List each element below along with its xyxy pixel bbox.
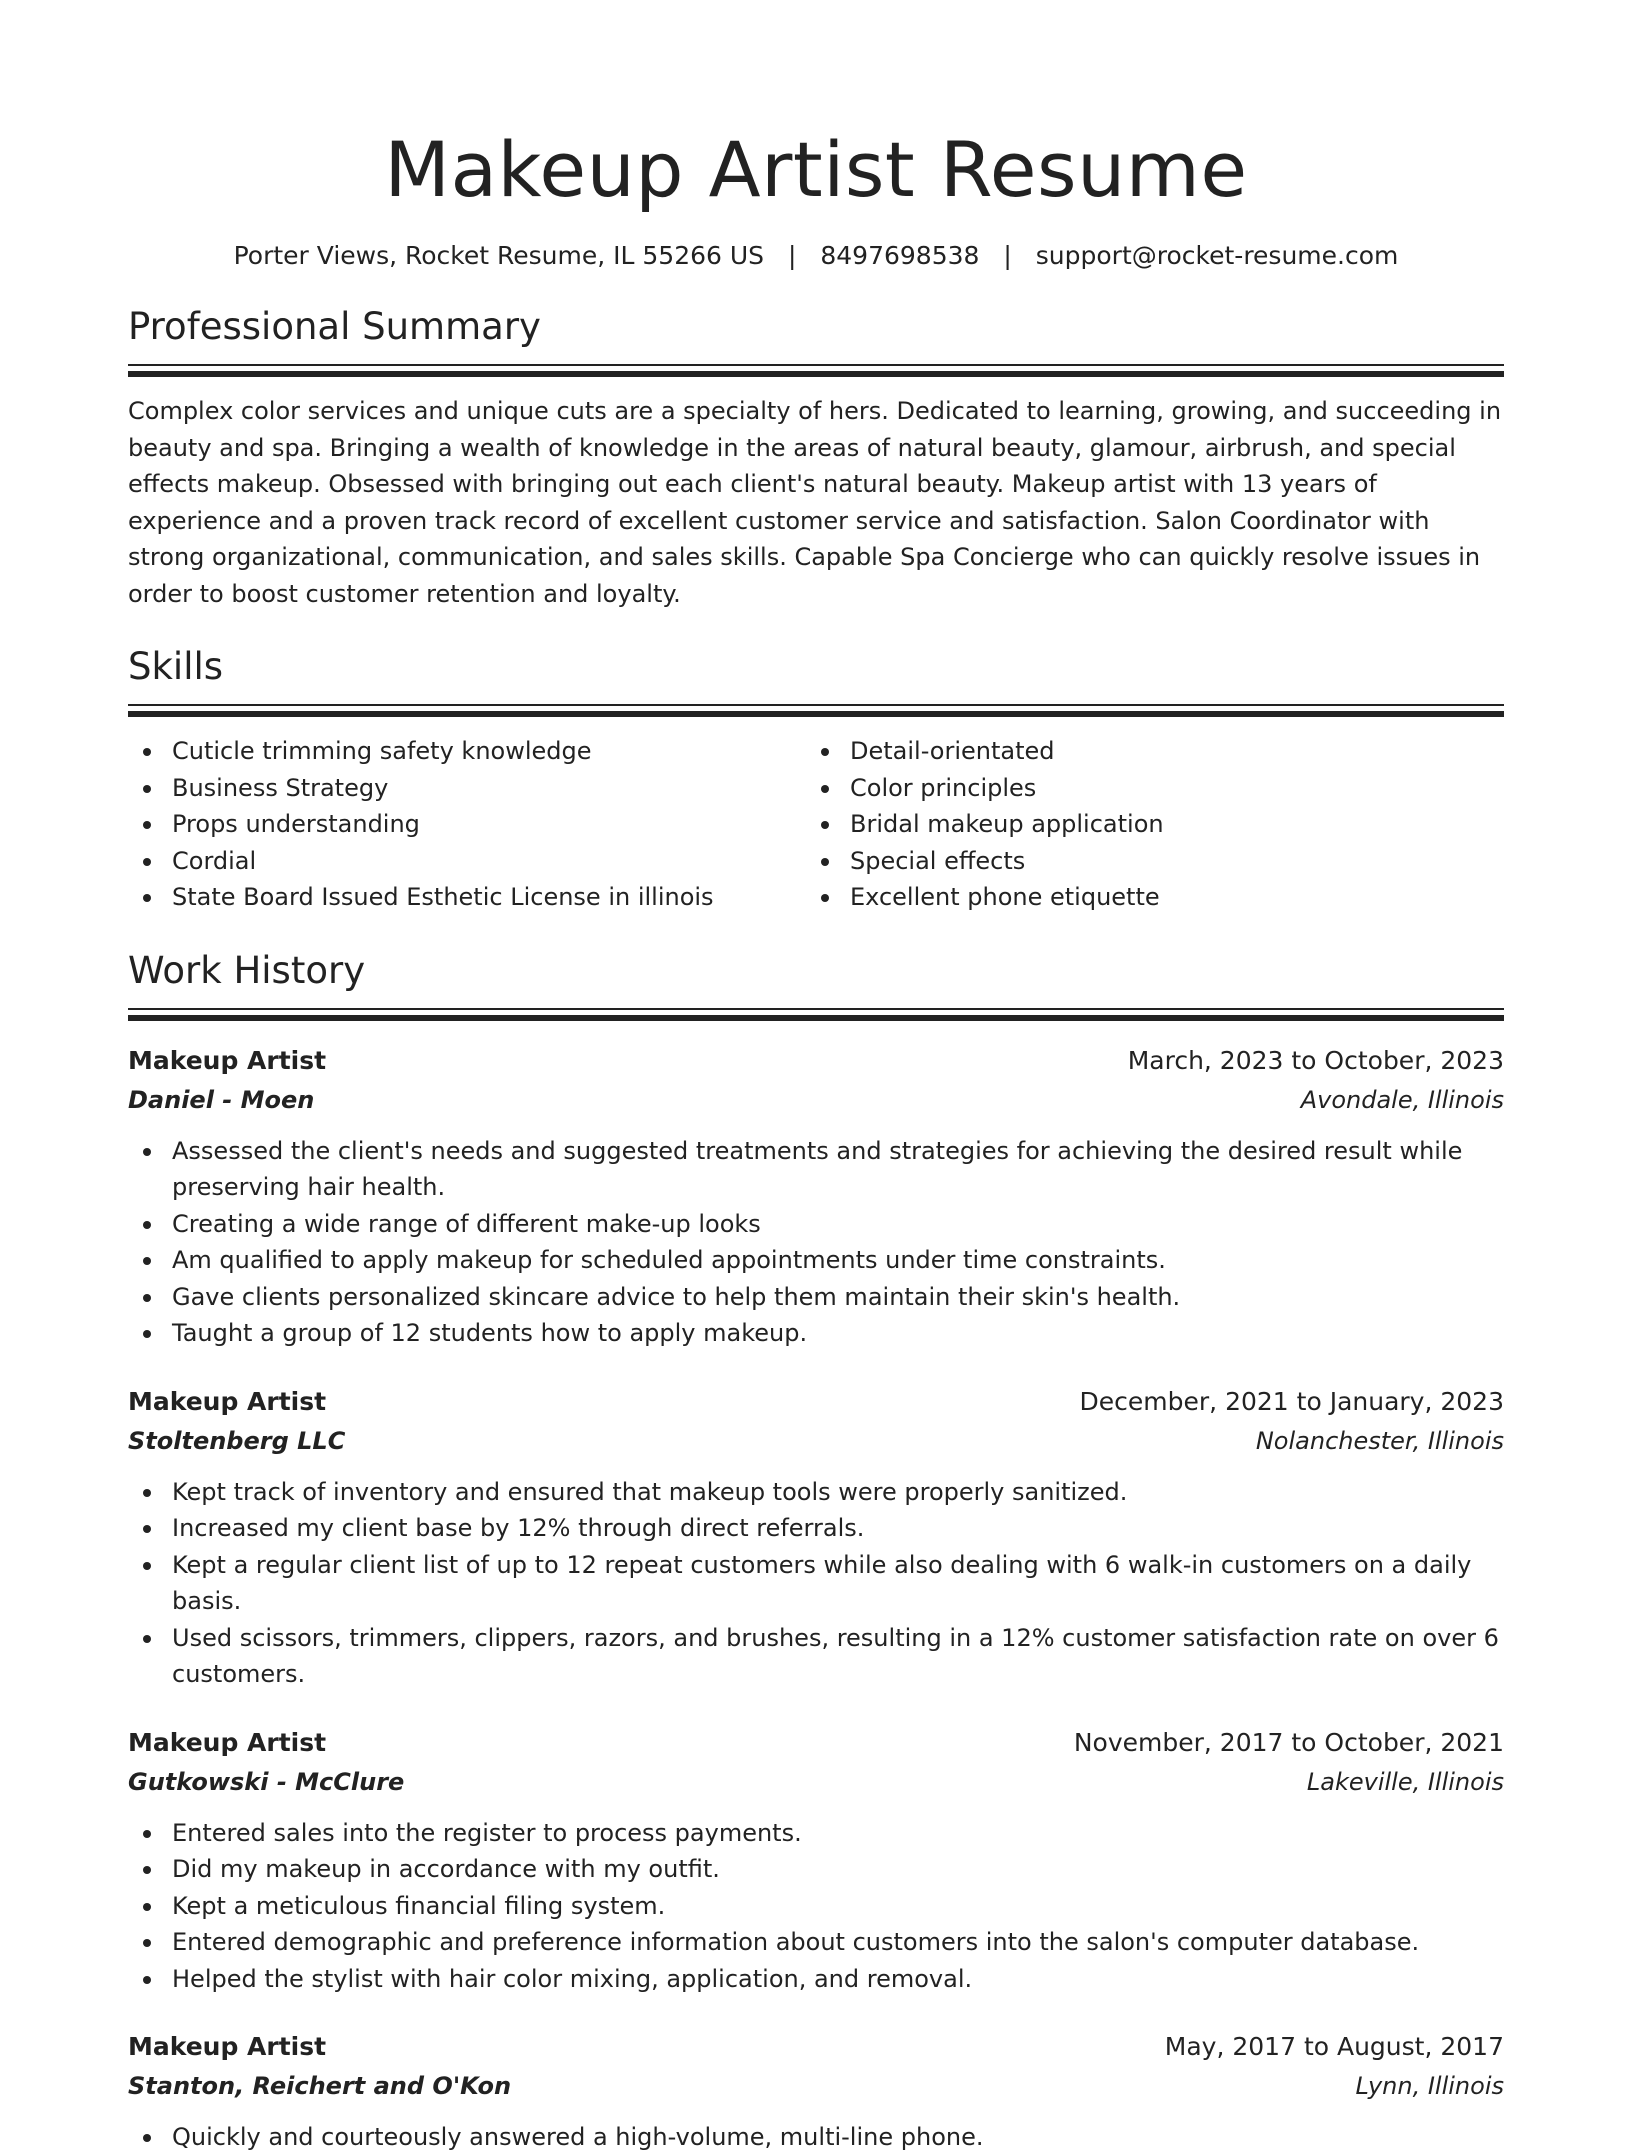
skills-grid (128, 733, 1504, 916)
job-bullets (128, 1815, 1504, 1998)
job-bullet: Assessed the client's needs and suggested treatments and strategies for achieving the desired result while preserving hair health. (128, 1133, 1504, 1206)
job-dates: March, 2023 to October, 2023 (1127, 1045, 1504, 1075)
job-title: Makeup Artist (128, 1045, 327, 1075)
resume-title: Makeup Artist Resume (384, 125, 1248, 214)
work-history-heading: Work History (128, 948, 366, 992)
contact-email: support@rocket-resume.com (1035, 241, 1399, 270)
resume-page (128, 0, 1504, 2156)
job-entry (128, 1382, 1504, 1693)
job-bullet: Kept a regular client list of up to 12 repeat customers while also dealing with 6 walk-in customers on a daily basis. (128, 1547, 1504, 1620)
summary-heading: Professional Summary (128, 305, 541, 348)
job-bullet: Helped the stylist with hair color mixing, application, and removal. (128, 1961, 1504, 1998)
skill-item: Bridal makeup application (806, 806, 1484, 843)
job-bullets (128, 1133, 1504, 1352)
job-bullets (128, 1474, 1504, 1693)
job-bullet: Gave clients personalized skincare advice to help them maintain their skin's health. (128, 1279, 1504, 1316)
job-company: Gutkowski - McClure (128, 1767, 405, 1796)
contact-separator: | (787, 241, 797, 270)
job-bullet: Am qualified to apply makeup for scheduled appointments under time constraints. (128, 1242, 1504, 1279)
section-divider (128, 1008, 1504, 1023)
contact-line (128, 240, 1504, 272)
job-bullet: Entered sales into the register to process payments. (128, 1815, 1504, 1852)
job-location: Avondale, Illinois (1300, 1085, 1504, 1114)
skill-item: Props understanding (128, 806, 806, 843)
job-company: Daniel - Moen (128, 1085, 315, 1114)
skill-item: Color principles (806, 770, 1484, 807)
section-divider (128, 704, 1504, 719)
work-history-section (128, 948, 1504, 2156)
skills-column-right (806, 733, 1484, 916)
skill-item: Detail-orientated (806, 733, 1484, 770)
job-entry (128, 1723, 1504, 1998)
summary-section (128, 304, 1504, 612)
job-title: Makeup Artist (128, 1386, 327, 1416)
job-location: Nolanchester, Illinois (1255, 1426, 1504, 1455)
skills-heading: Skills (128, 645, 224, 688)
job-entry (128, 1041, 1504, 1352)
summary-text: Complex color services and unique cuts are a specialty of hers. Dedicated to learning, growing, and succeeding in beauty and spa. Bringing a wealth of knowledge in the areas of natural beauty, glamour, airbrush, and special effects makeup. Obsessed with bringing out each client's natural beauty. Makeup artist with 13 years of experience and a proven track record of excellent customer service and satisfaction. Salon Coordinator with strong organizational, communication, and sales skills. Capable Spa Concierge who can quickly resolve issues in order to boost customer retention and loyalty. (128, 397, 1502, 608)
contact-address: Porter Views, Rocket Resume, IL 55266 US (233, 241, 765, 270)
job-dates: November, 2017 to October, 2021 (1073, 1727, 1504, 1757)
skill-item: Business Strategy (128, 770, 806, 807)
job-bullets (128, 2119, 1504, 2156)
job-company: Stoltenberg LLC (128, 1426, 346, 1455)
job-dates: May, 2017 to August, 2017 (1164, 2032, 1504, 2061)
job-bullet: Entered demographic and preference information about customers into the salon's computer database. (128, 1924, 1504, 1961)
contact-phone: 8497698538 (820, 241, 980, 270)
job-location: Lynn, Illinois (1355, 2072, 1504, 2100)
section-divider (128, 364, 1504, 379)
skills-column-left (128, 733, 806, 916)
job-title: Makeup Artist (128, 1727, 327, 1757)
job-bullet: Did my makeup in accordance with my outfit. (128, 1851, 1504, 1888)
job-bullet: Increased my client base by 12% through direct referrals. (128, 1510, 1504, 1547)
job-title: Makeup Artist (128, 2032, 327, 2061)
job-company: Stanton, Reichert and O'Kon (128, 2072, 512, 2100)
skill-item: Excellent phone etiquette (806, 879, 1484, 916)
job-bullet: Taught a group of 12 students how to apply makeup. (128, 1315, 1504, 1352)
job-bullet: Quickly and courteously answered a high-volume, multi-line phone. (128, 2119, 1504, 2156)
job-bullet: Creating a wide range of different make-up looks (128, 1206, 1504, 1243)
skills-section (128, 644, 1504, 916)
skill-item: State Board Issued Esthetic License in illinois (128, 879, 806, 916)
skill-item: Cuticle trimming safety knowledge (128, 733, 806, 770)
job-bullet: Kept track of inventory and ensured that makeup tools were properly sanitized. (128, 1474, 1504, 1511)
job-location: Lakeville, Illinois (1306, 1767, 1504, 1796)
job-bullet: Used scissors, trimmers, clippers, razors, and brushes, resulting in a 12% customer satisfaction rate on over 6 customers. (128, 1620, 1504, 1693)
job-dates: December, 2021 to January, 2023 (1079, 1386, 1504, 1416)
job-entry (128, 2027, 1504, 2156)
contact-separator: | (1003, 241, 1012, 270)
skill-item: Cordial (128, 843, 806, 880)
job-bullet: Kept a meticulous financial filing system. (128, 1888, 1504, 1925)
skill-item: Special effects (806, 843, 1484, 880)
